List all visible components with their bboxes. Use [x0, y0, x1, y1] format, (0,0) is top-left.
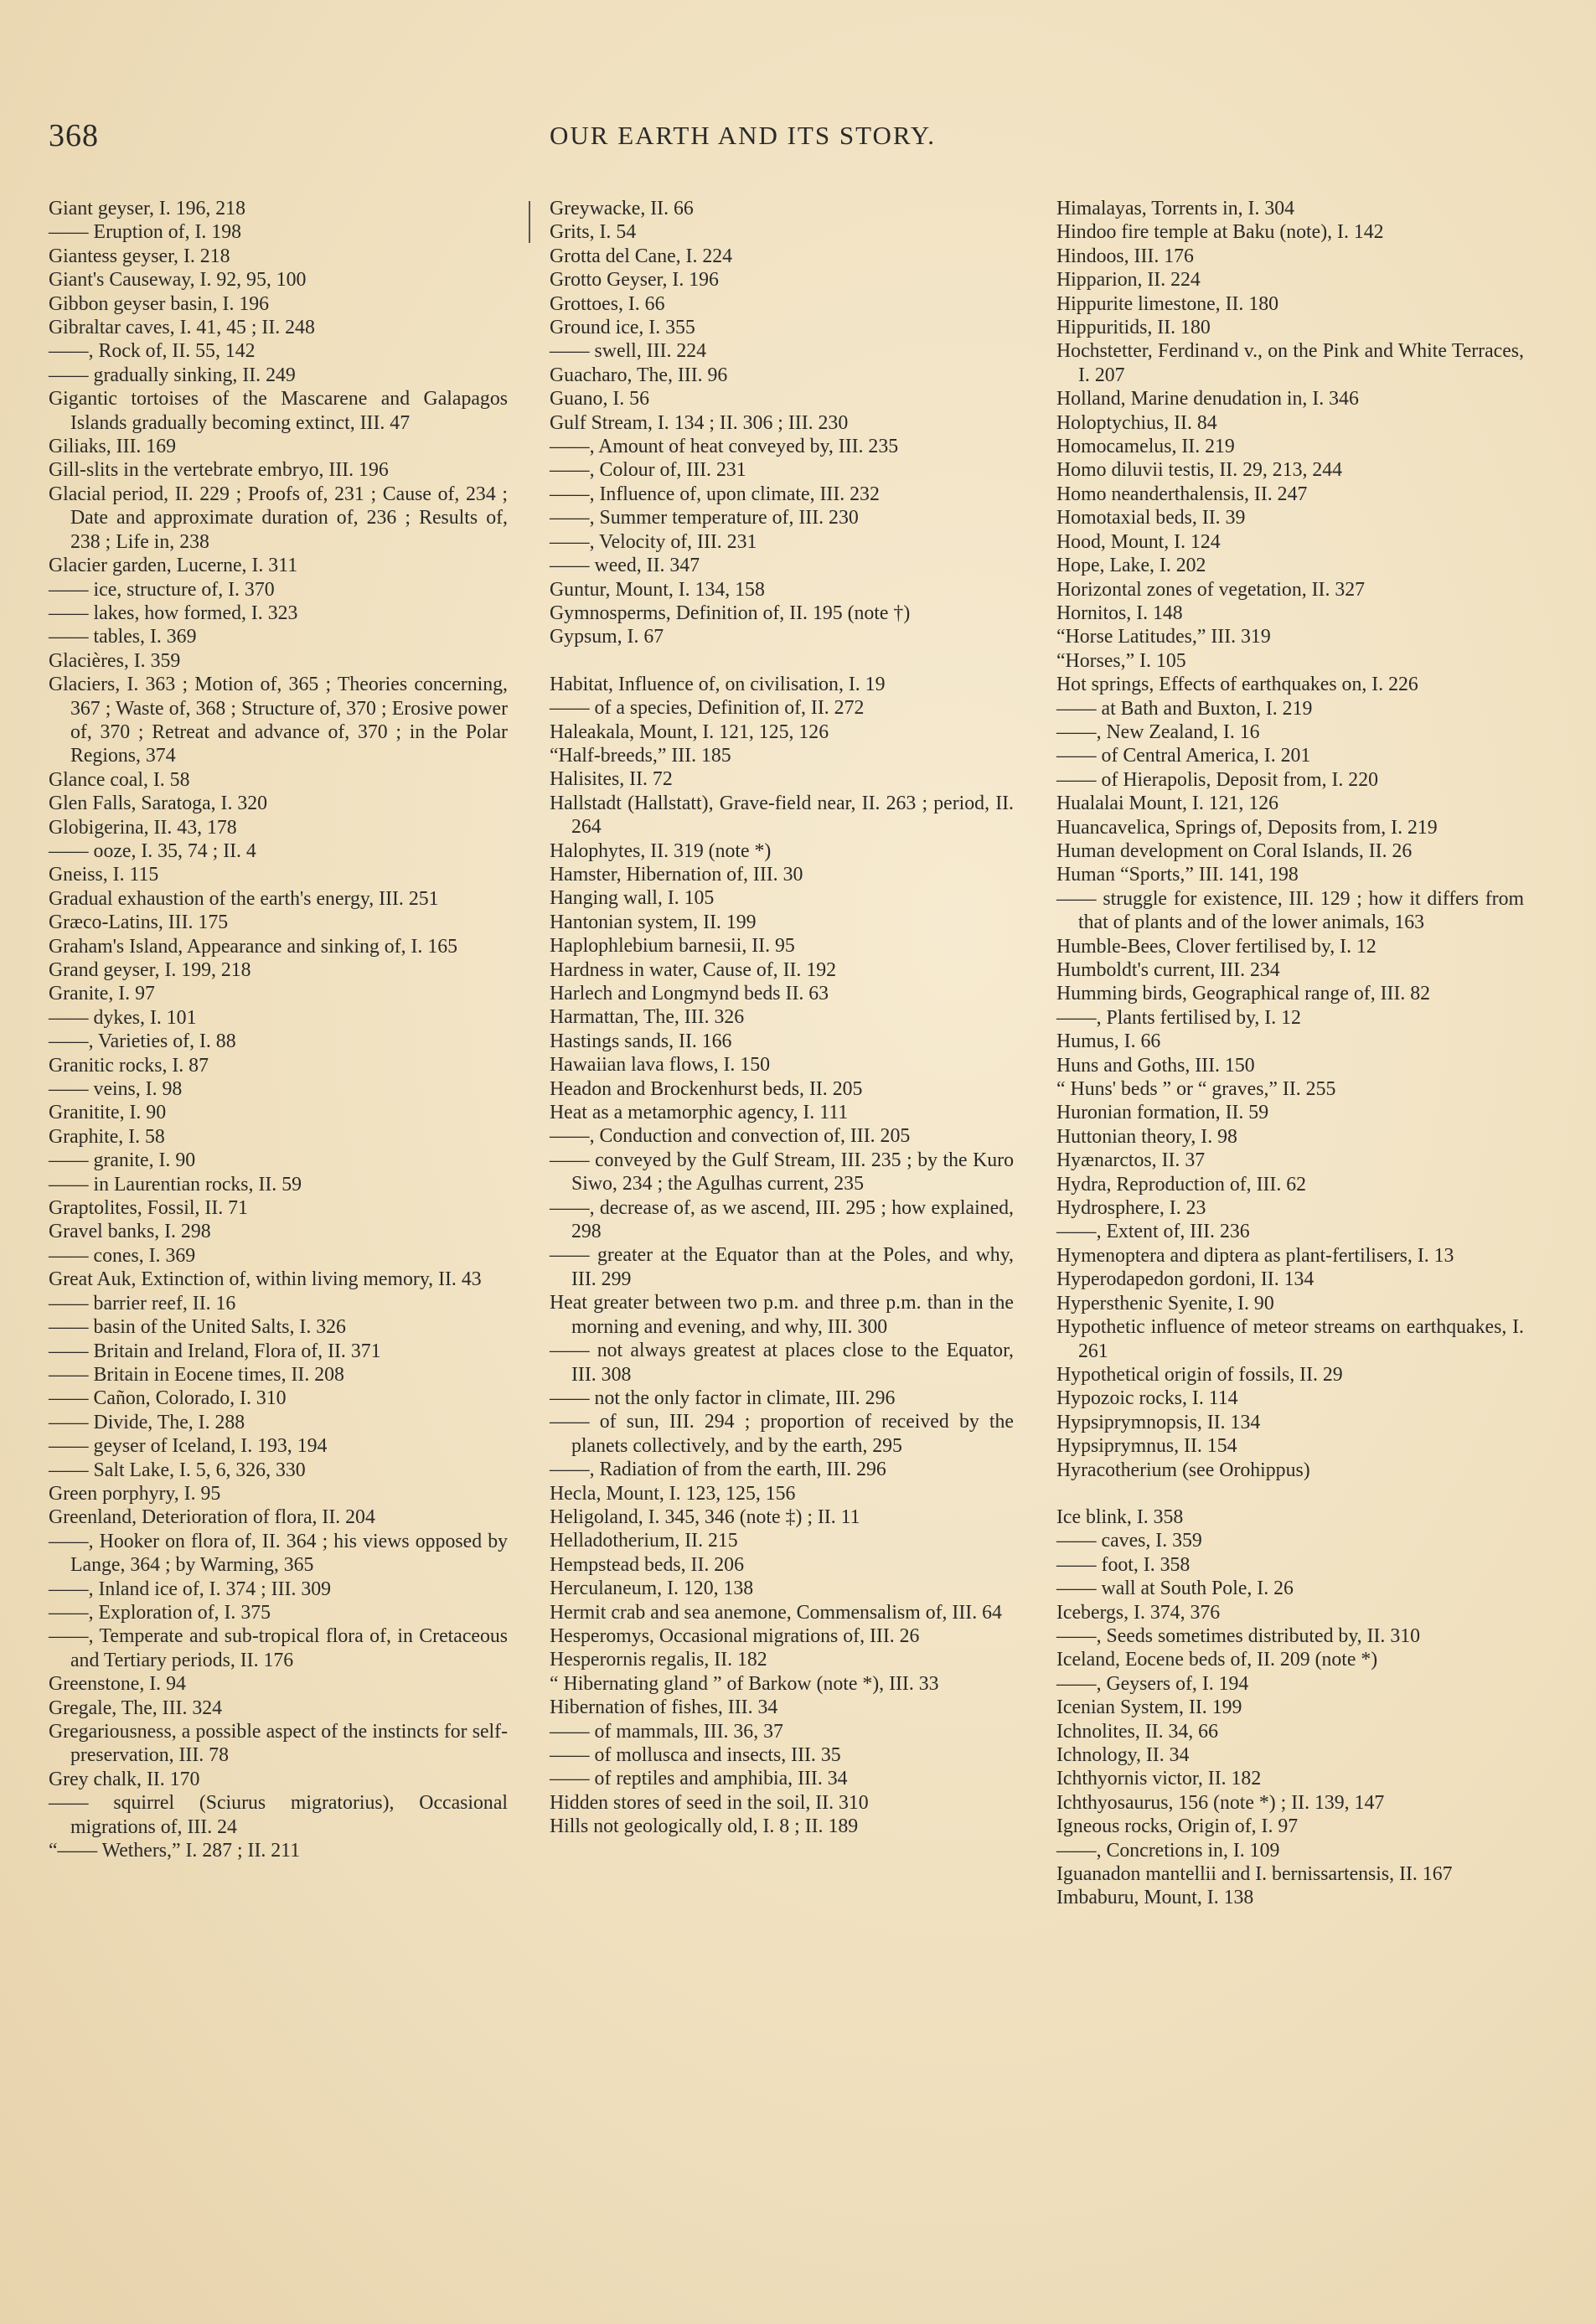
- index-entry: Homotaxial beds, II. 39: [1056, 507, 1246, 529]
- index-entry: Grottoes, I. 66: [550, 292, 665, 315]
- index-entry: ——, Exploration of, I. 375: [49, 1601, 271, 1624]
- index-column-1: [49, 197, 508, 1862]
- index-entry: Headon and Brockenhurst beds, II. 205: [550, 1077, 863, 1100]
- index-entry: Greenland, Deterioration of flora, II. 204: [49, 1506, 375, 1529]
- index-entry: Homocamelus, II. 219: [1056, 436, 1235, 458]
- index-entry: ——, Inland ice of, I. 374 ; III. 309: [49, 1578, 332, 1600]
- index-entry: Grand geyser, I. 199, 218: [49, 959, 251, 981]
- index-entry: —— barrier reef, II. 16: [49, 1292, 236, 1314]
- index-entry: Gypsum, I. 67: [550, 626, 664, 648]
- index-entry: —— swell, III. 224: [550, 340, 707, 363]
- index-entry: —— not always greatest at places close to the Equator, III. 308: [550, 1340, 1014, 1386]
- index-entry: Glance coal, I. 58: [49, 768, 190, 791]
- index-entry: Humus, I. 66: [1056, 1030, 1161, 1053]
- index-entry: Humboldt's current, III. 234: [1056, 959, 1280, 981]
- index-entry: —— not the only factor in climate, III. 296: [550, 1387, 896, 1409]
- index-entry: Gymnosperms, Definition of, II. 195 (note †): [550, 602, 911, 624]
- index-entry: “—— Wethers,” I. 287 ; II. 211: [49, 1840, 301, 1862]
- index-entry: —— cones, I. 369: [49, 1244, 196, 1267]
- index-entry: ——, decrease of, as we ascend, III. 295 ; how explained, 298: [550, 1196, 1014, 1243]
- index-entry: ——, Radiation of from the earth, III. 296: [550, 1459, 886, 1481]
- index-entry: ——, Varieties of, I. 88: [49, 1030, 236, 1053]
- index-entry: —— of a species, Definition of, II. 272: [550, 697, 865, 720]
- index-entry: Ichthyosaurus, 156 (note *) ; II. 139, 147: [1056, 1791, 1385, 1814]
- index-entry: Hallstadt (Hallstatt), Grave-field near, II. 263 ; period, II. 264: [550, 792, 1014, 839]
- index-entry: Imbaburu, Mount, I. 138: [1056, 1887, 1254, 1909]
- index-entry: Guntur, Mount, I. 134, 158: [550, 578, 765, 601]
- index-entry: Hot springs, Effects of earthquakes on, I. 226: [1056, 674, 1418, 696]
- index-entry: Hawaiian lava flows, I. 150: [550, 1054, 771, 1077]
- index-entry: ——, Amount of heat conveyed by, III. 235: [550, 436, 899, 458]
- index-entry: Glacier garden, Lucerne, I. 311: [49, 555, 298, 577]
- index-entry: Grits, I. 54: [550, 221, 637, 244]
- index-entry: Hypozoic rocks, I. 114: [1056, 1387, 1238, 1410]
- index-entry: Hibernation of fishes, III. 34: [550, 1697, 778, 1719]
- index-entry: Hanging wall, I. 105: [550, 887, 715, 910]
- index-entry: ——, Geysers of, I. 194: [1056, 1672, 1249, 1695]
- index-entry: Igneous rocks, Origin of, I. 97: [1056, 1815, 1299, 1838]
- index-entry: Glacial period, II. 229 ; Proofs of, 231 ; Cause of, 234 ; Date and approximate duration of, 236 ; Results of, 238 ; Life in, 238: [49, 483, 508, 553]
- index-entry: Habitat, Influence of, on civilisation, I. 19: [550, 673, 886, 695]
- index-entry: Heat as a metamorphic agency, I. 111: [550, 1102, 849, 1124]
- index-entry: ——, Hooker on flora of, II. 364 ; his views opposed by Lange, 364 ; by Warming, 365: [49, 1530, 508, 1577]
- index-entry: Glaciers, I. 363 ; Motion of, 365 ; Theories concerning, 367 ; Waste of, 368 ; Structure of, 370 ; Erosive power of, 370 ; Retreat and advance of, 370 ; in the Polar Regions, 374: [49, 674, 508, 767]
- index-entry: Hecla, Mount, I. 123, 125, 156: [550, 1482, 796, 1505]
- index-entry: Hyperodapedon gordoni, II. 134: [1056, 1268, 1315, 1291]
- index-entry: Hydrosphere, I. 23: [1056, 1197, 1206, 1220]
- index-entry: Gulf Stream, I. 134 ; II. 306 ; III. 230: [550, 411, 849, 434]
- section-gap: [1056, 1482, 1524, 1505]
- index-entry: Hardness in water, Cause of, II. 192: [550, 958, 837, 981]
- index-column-2: [550, 197, 1014, 1839]
- index-entry: Grotto Geyser, I. 196: [550, 269, 719, 292]
- index-entry: “Horse Latitudes,” III. 319: [1056, 626, 1271, 648]
- index-entry: ——, Extent of, III. 236: [1056, 1221, 1250, 1243]
- index-entry: “ Huns' beds ” or “ graves,” II. 255: [1056, 1078, 1336, 1101]
- index-entry: Halophytes, II. 319 (note *): [550, 839, 772, 862]
- column-rule: [529, 201, 530, 243]
- index-entry: Gigantic tortoises of the Mascarene and Galapagos Islands gradually becoming extinct, III. 47: [49, 388, 508, 434]
- index-entry: “Half-breeds,” III. 185: [550, 744, 731, 767]
- index-entry: Granitic rocks, I. 87: [49, 1054, 209, 1077]
- index-entry: Homo diluvii testis, II. 29, 213, 244: [1056, 459, 1343, 482]
- page-number: 368: [49, 118, 99, 153]
- index-entry: Hamster, Hibernation of, III. 30: [550, 863, 803, 886]
- index-entry: Greywacke, II. 66: [550, 198, 694, 219]
- index-column-3: [1056, 197, 1524, 1910]
- index-entry: Huancavelica, Springs of, Deposits from, I. 219: [1056, 816, 1438, 839]
- index-entry: Hope, Lake, I. 202: [1056, 555, 1206, 577]
- index-entry: Green porphyry, I. 95: [49, 1482, 221, 1505]
- index-entry: Iceland, Eocene beds of, II. 209 (note *): [1056, 1649, 1378, 1671]
- index-entry: Heligoland, I. 345, 346 (note ‡) ; II. 11: [550, 1505, 860, 1528]
- index-entry: —— of reptiles and amphibia, III. 34: [550, 1768, 848, 1790]
- index-entry: Globigerina, II. 43, 178: [49, 816, 237, 839]
- index-entry: Graphite, I. 58: [49, 1125, 165, 1148]
- index-entry: Herculaneum, I. 120, 138: [550, 1578, 754, 1600]
- index-entry: Human “Sports,” III. 141, 198: [1056, 864, 1299, 886]
- index-entry: Himalayas, Torrents in, I. 304: [1056, 198, 1295, 219]
- index-entry: —— squirrel (Sciurus migratorius), Occasional migrations of, III. 24: [49, 1792, 508, 1838]
- index-entry: —— at Bath and Buxton, I. 219: [1056, 697, 1313, 720]
- index-entry: Gibraltar caves, I. 41, 45 ; II. 248: [49, 317, 315, 339]
- index-entry: Haplophlebium barnesii, II. 95: [550, 935, 795, 958]
- index-entry: ——, Summer temperature of, III. 230: [550, 507, 859, 529]
- index-entry: —— foot, I. 358: [1056, 1553, 1191, 1576]
- index-entry: Humming birds, Geographical range of, III. 82: [1056, 983, 1431, 1005]
- index-entry: Ichnolites, II. 34, 66: [1056, 1720, 1218, 1743]
- index-entry: Hidden stores of seed in the soil, II. 310: [550, 1791, 869, 1814]
- index-entry: —— conveyed by the Gulf Stream, III. 235 ; by the Kuro Siwo, 234 ; the Agulhas current, 235: [550, 1149, 1014, 1196]
- index-entry: —— ice, structure of, I. 370: [49, 578, 275, 601]
- index-entry: ——, Influence of, upon climate, III. 232: [550, 483, 880, 505]
- page-header: [49, 117, 1548, 159]
- index-entry: “Horses,” I. 105: [1056, 649, 1186, 672]
- index-entry: Gregale, The, III. 324: [49, 1697, 223, 1719]
- index-entry: —— caves, I. 359: [1056, 1530, 1202, 1552]
- index-entry: Gravel banks, I. 298: [49, 1221, 211, 1243]
- index-entry: Hypothetic influence of meteor streams on earthquakes, I. 261: [1056, 1316, 1524, 1362]
- index-entry: Graham's Island, Appearance and sinking of, I. 165: [49, 935, 458, 958]
- index-entry: —— wall at South Pole, I. 26: [1056, 1578, 1294, 1600]
- index-entry: —— Britain in Eocene times, II. 208: [49, 1363, 344, 1386]
- index-entry: Hornitos, I. 148: [1056, 602, 1183, 624]
- index-entry: —— Britain and Ireland, Flora of, II. 371: [49, 1340, 381, 1362]
- section-gap: [550, 649, 1014, 673]
- index-entry: Hyracotherium (see Orohippus): [1056, 1459, 1310, 1481]
- running-head: OUR EARTH AND ITS STORY.: [550, 121, 936, 150]
- index-entry: Gneiss, I. 115: [49, 864, 159, 886]
- index-entry: Hymenoptera and diptera as plant-fertilisers, I. 13: [1056, 1244, 1454, 1267]
- index-entry: Gregariousness, a possible aspect of the instincts for self-preservation, III. 78: [49, 1721, 508, 1767]
- index-entry: —— basin of the United Salts, I. 326: [49, 1316, 346, 1339]
- index-entry: —— Cañon, Colorado, I. 310: [49, 1387, 287, 1410]
- index-entry: Hualalai Mount, I. 121, 126: [1056, 793, 1279, 815]
- index-entry: Hood, Mount, I. 124: [1056, 530, 1221, 553]
- index-entry: Graptolites, Fossil, II. 71: [49, 1197, 248, 1220]
- index-entry: Grotta del Cane, I. 224: [550, 245, 733, 267]
- index-entry: Hypothetical origin of fossils, II. 29: [1056, 1363, 1343, 1386]
- index-entry: ——, Plants fertilised by, I. 12: [1056, 1006, 1301, 1029]
- index-entry: ——, Concretions in, I. 109: [1056, 1839, 1280, 1862]
- index-entry: Human development on Coral Islands, II. 26: [1056, 839, 1413, 862]
- index-entry: Hastings sands, II. 166: [550, 1030, 732, 1052]
- index-entry: —— of Hierapolis, Deposit from, I. 220: [1056, 768, 1378, 791]
- index-entry: —— of sun, III. 294 ; proportion of received by the planets collectively, and by the earth, 295: [550, 1411, 1014, 1457]
- index-entry: Gibbon geyser basin, I. 196: [49, 292, 270, 315]
- index-entry: Hypersthenic Syenite, I. 90: [1056, 1292, 1274, 1314]
- index-entry: ——, Colour of, III. 231: [550, 459, 746, 482]
- index-entry: —— Salt Lake, I. 5, 6, 326, 330: [49, 1459, 306, 1481]
- index-entry: Hermit crab and sea anemone, Commensalism of, III. 64: [550, 1601, 1002, 1624]
- index-entry: ——, Velocity of, III. 231: [550, 530, 757, 553]
- index-entry: Hindoo fire temple at Baku (note), I. 142: [1056, 221, 1384, 244]
- index-entry: —— geyser of Iceland, I. 193, 194: [49, 1435, 328, 1458]
- index-entry: Ice blink, I. 358: [1056, 1505, 1184, 1528]
- index-entry: Heat greater between two p.m. and three p.m. than in the morning and evening, and why, III. 300: [550, 1292, 1014, 1338]
- index-entry: Giliaks, III. 169: [49, 436, 177, 458]
- index-entry: Horizontal zones of vegetation, II. 327: [1056, 578, 1366, 601]
- index-entry: —— granite, I. 90: [49, 1149, 196, 1172]
- index-entry: Gill-slits in the vertebrate embryo, III. 196: [49, 459, 389, 482]
- index-entry: Hills not geologically old, I. 8 ; II. 189: [550, 1815, 859, 1838]
- index-entry: —— lakes, how formed, I. 323: [49, 602, 298, 624]
- index-entry: ——, New Zealand, I. 16: [1056, 720, 1260, 743]
- index-entry: Greenstone, I. 94: [49, 1673, 186, 1696]
- index-entry: Hyænarctos, II. 37: [1056, 1149, 1206, 1172]
- index-entry: —— greater at the Equator than at the Poles, and why, III. 299: [550, 1244, 1014, 1290]
- index-entry: ——, Rock of, II. 55, 142: [49, 340, 256, 363]
- index-entry: Glen Falls, Saratoga, I. 320: [49, 793, 268, 815]
- index-entry: Helladotherium, II. 215: [550, 1530, 738, 1552]
- index-entry: Hesperomys, Occasional migrations of, III. 26: [550, 1624, 920, 1647]
- index-entry: Humble-Bees, Clover fertilised by, I. 12: [1056, 935, 1376, 958]
- index-entry: Ground ice, I. 355: [550, 317, 695, 339]
- index-entry: Hypsiprymnus, II. 154: [1056, 1435, 1237, 1458]
- index-entry: Icenian System, II. 199: [1056, 1697, 1242, 1719]
- index-entry: Haleakala, Mount, I. 121, 125, 126: [550, 720, 829, 743]
- index-entry: Glacières, I. 359: [49, 649, 181, 672]
- index-entry: —— of mammals, III. 36, 37: [550, 1720, 783, 1743]
- index-entry: Gradual exhaustion of the earth's energy, III. 251: [49, 887, 439, 910]
- index-entry: Granite, I. 97: [49, 983, 155, 1005]
- index-entry: Harmattan, The, III. 326: [550, 1006, 745, 1029]
- index-entry: Hippuritids, II. 180: [1056, 317, 1211, 339]
- index-entry: Huns and Goths, III. 150: [1056, 1054, 1255, 1077]
- index-entry: —— of mollusca and insects, III. 35: [550, 1744, 841, 1766]
- index-entry: —— ooze, I. 35, 74 ; II. 4: [49, 839, 256, 862]
- index-entry: Hempstead beds, II. 206: [550, 1553, 744, 1576]
- index-entry: —— Eruption of, I. 198: [49, 221, 242, 244]
- index-entry: Giantess geyser, I. 218: [49, 245, 230, 267]
- index-entry: Hypsiprymnopsis, II. 134: [1056, 1411, 1261, 1433]
- index-entry: —— tables, I. 369: [49, 626, 197, 648]
- index-entry: Huttonian theory, I. 98: [1056, 1125, 1237, 1148]
- index-entry: Huronian formation, II. 59: [1056, 1102, 1269, 1124]
- index-entry: Holland, Marine denudation in, I. 346: [1056, 388, 1359, 411]
- index-entry: —— Divide, The, I. 288: [49, 1411, 245, 1433]
- index-entry: ——, Temperate and sub-tropical flora of, in Cretaceous and Tertiary periods, II. 176: [49, 1625, 508, 1671]
- index-entry: Ichnology, II. 34: [1056, 1744, 1190, 1766]
- index-entry: Halisites, II. 72: [550, 768, 673, 791]
- index-entry: Iguanadon mantellii and I. bernissartensis, II. 167: [1056, 1863, 1453, 1886]
- index-entry: Hydra, Reproduction of, III. 62: [1056, 1173, 1307, 1196]
- index-entry: Giant geyser, I. 196, 218: [49, 198, 245, 219]
- index-entry: —— gradually sinking, II. 249: [49, 364, 296, 386]
- index-entry: Hipparion, II. 224: [1056, 269, 1201, 292]
- index-entry: —— in Laurentian rocks, II. 59: [49, 1173, 302, 1196]
- index-entry: Hesperornis regalis, II. 182: [550, 1649, 767, 1671]
- index-entry: ——, Seeds sometimes distributed by, II. 310: [1056, 1624, 1421, 1647]
- index-entry: Ichthyornis victor, II. 182: [1056, 1768, 1262, 1790]
- index-entry: Granitite, I. 90: [49, 1102, 167, 1124]
- index-entry: Guacharo, The, III. 96: [550, 364, 728, 386]
- index-entry: Great Auk, Extinction of, within living memory, II. 43: [49, 1268, 482, 1291]
- index-entry: Homo neanderthalensis, II. 247: [1056, 483, 1308, 505]
- index-entry: Græco-Latins, III. 175: [49, 912, 229, 934]
- index-entry: Holoptychius, II. 84: [1056, 411, 1217, 434]
- index-entry: Guano, I. 56: [550, 388, 649, 411]
- index-entry: Hindoos, III. 176: [1056, 245, 1194, 267]
- index-entry: Harlech and Longmynd beds II. 63: [550, 983, 829, 1004]
- index-entry: Hochstetter, Ferdinand v., on the Pink and White Terraces, I. 207: [1056, 340, 1524, 386]
- index-entry: —— struggle for existence, III. 129 ; how it differs from that of plants and of the lower animals, 163: [1056, 887, 1524, 934]
- index-entry: —— weed, II. 347: [550, 555, 700, 577]
- index-entry: Hantonian system, II. 199: [550, 911, 757, 933]
- index-entry: ——, Conduction and convection of, III. 205: [550, 1125, 911, 1148]
- index-entry: —— veins, I. 98: [49, 1078, 183, 1101]
- index-entry: Grey chalk, II. 170: [49, 1768, 200, 1790]
- index-entry: “ Hibernating gland ” of Barkow (note *), III. 33: [550, 1672, 939, 1695]
- index-entry: Giant's Causeway, I. 92, 95, 100: [49, 269, 307, 292]
- index-entry: Hippurite limestone, II. 180: [1056, 292, 1279, 315]
- index-entry: —— of Central America, I. 201: [1056, 745, 1311, 767]
- index-entry: —— dykes, I. 101: [49, 1006, 197, 1029]
- index-entry: Icebergs, I. 374, 376: [1056, 1601, 1221, 1624]
